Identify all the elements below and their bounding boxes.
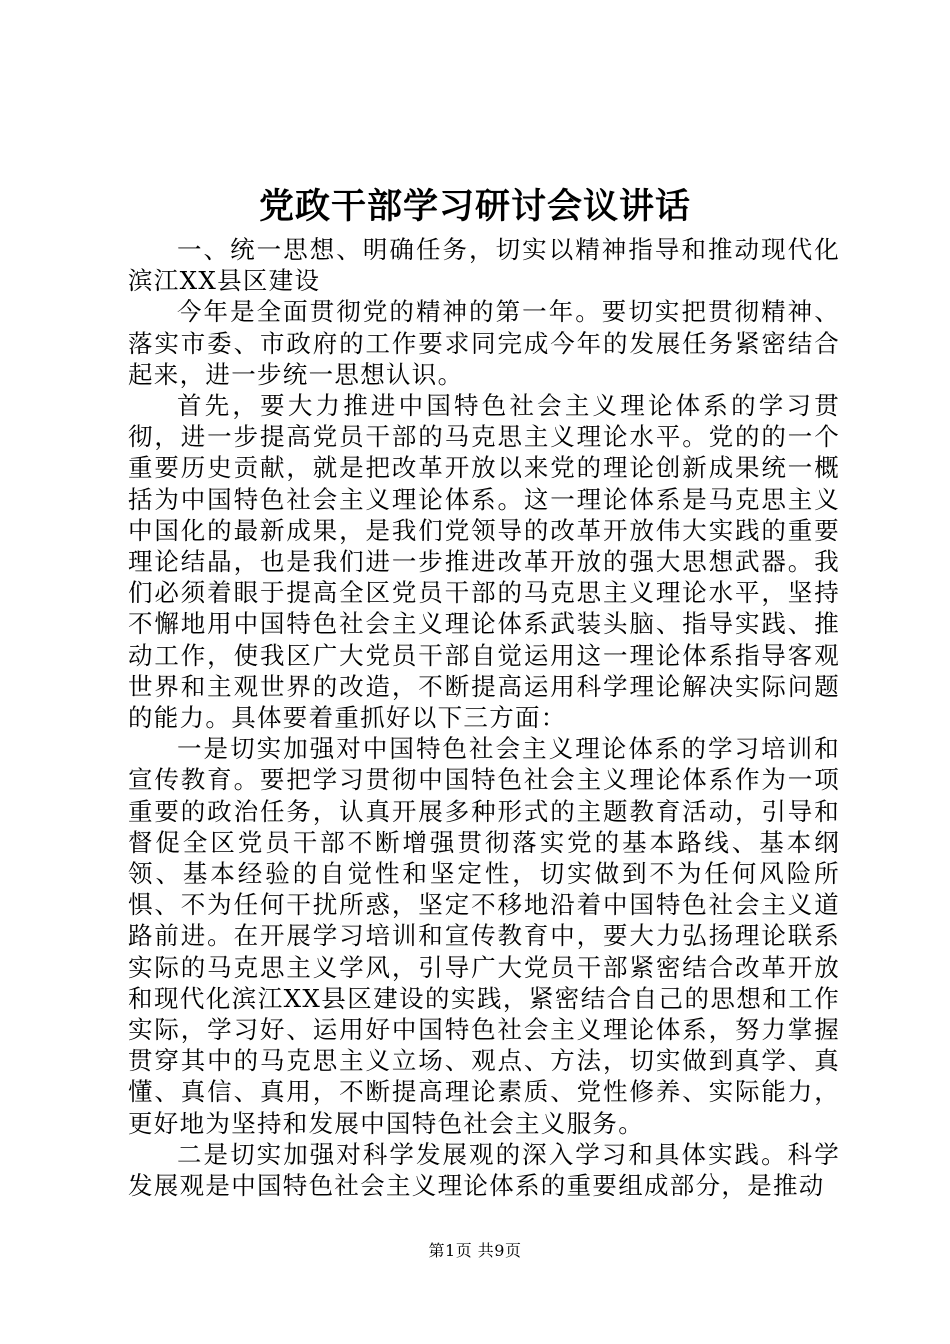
paragraph-item-two: 二是切实加强对科学发展观的深入学习和具体实践。科学发展观是中国特色社会主义理论体系的重要组成部分，是推动 bbox=[128, 1139, 840, 1201]
paragraph-intro: 今年是全面贯彻党的精神的第一年。要切实把贯彻精神、落实市委、市政府的工作要求同完成今年的发展任务紧密结合起来，进一步统一思想认识。 bbox=[128, 297, 840, 389]
document-title: 党政干部学习研讨会议讲话 bbox=[258, 186, 691, 227]
page-number-footer: 第1页 共9页 bbox=[428, 1241, 522, 1260]
paragraph-section-heading: 一、统一思想、明确任务，切实以精神指导和推动现代化滨江XX县区建设 bbox=[128, 235, 840, 296]
paragraph-first-point: 首先，要大力推进中国特色社会主义理论体系的学习贯彻，进一步提高党员干部的马克思主义理论水平。党的的一个重要历史贡献，就是把改革开放以来党的理论创新成果统一概括为中国特色社会主义理论体系。这一理论体系是马克思主义中国化的最新成果，是我们党领导的改革开放伟大实践的重要理论结晶，也是我们进一步推进改革开放的强大思想武器。我们必须着眼于提高全区党员干部的马克思主义理论水平，坚持不懈地用中国特色社会主义理论体系武装头脑、指导实践、推动工作，使我区广大党员干部自觉运用这一理论体系指导客观世界和主观世界的改造，不断提高运用科学理论解决实际问题的能力。具体要着重抓好以下三方面： bbox=[128, 391, 840, 733]
document-body bbox=[128, 234, 840, 1201]
paragraph-item-one: 一是切实加强对中国特色社会主义理论体系的学习培训和宣传教育。要把学习贯彻中国特色社会主义理论体系作为一项重要的政治任务，认真开展多种形式的主题教育活动，引导和督促全区党员干部不断增强贯彻落实党的基本路线、基本纲领、基本经验的自觉性和坚定性，切实做到不为任何风险所惧、不为任何干扰所惑，坚定不移地沿着中国特色社会主义道路前进。在开展学习培训和宣传教育中，要大力弘扬理论联系实际的马克思主义学风，引导广大党员干部紧密结合改革开放和现代化滨江XX县区建设的实践，紧密结合自己的思想和工作实际，学习好、运用好中国特色社会主义理论体系，努力掌握贯穿其中的马克思主义立场、观点、方法，切实做到真学、真懂、真信、真用，不断提高理论素质、党性修养、实际能力，更好地为坚持和发展中国特色社会主义服务。 bbox=[128, 734, 840, 1138]
